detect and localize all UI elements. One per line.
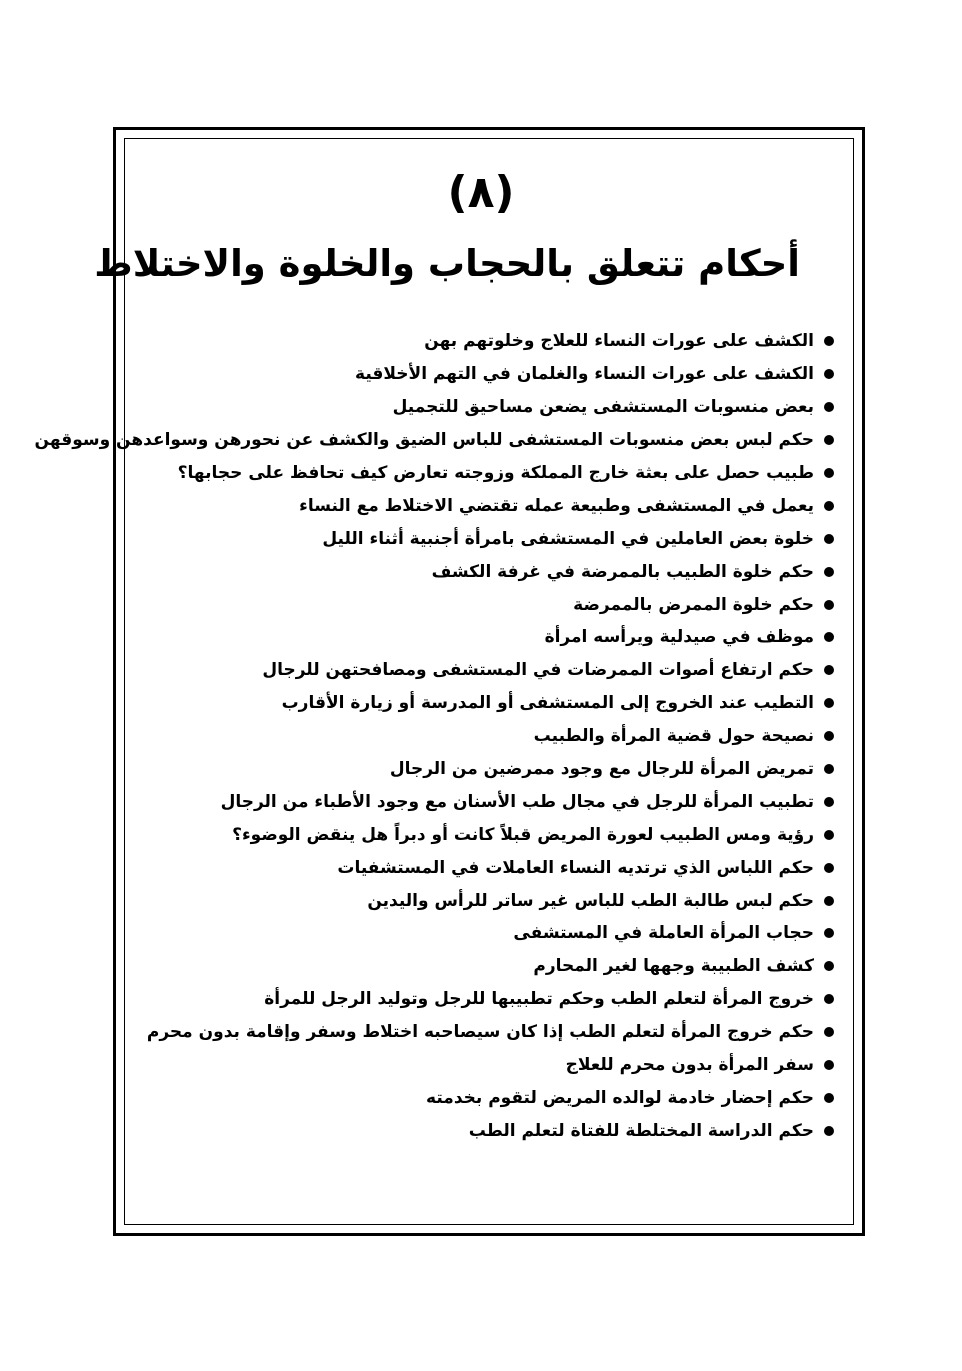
bullet-icon [824, 468, 834, 478]
bullet-icon [824, 830, 834, 840]
bullet-icon [824, 600, 834, 610]
bullet-icon [824, 336, 834, 346]
list-item [134, 818, 834, 851]
list-item [134, 851, 834, 884]
bullet-icon [824, 863, 834, 873]
bullet-icon [824, 1093, 834, 1103]
list-item [134, 522, 834, 555]
topic-text: حكم لبس طالبة الطب للباس غير ساتر للرأس واليدين [367, 890, 814, 911]
topic-text: حكم خلوة الطبيب بالممرضة في غرفة الكشف [431, 561, 814, 582]
list-item [134, 785, 834, 818]
bullet-icon [824, 961, 834, 971]
list-item [134, 950, 834, 983]
bullet-icon [824, 928, 834, 938]
list-item [134, 917, 834, 950]
topic-text: رؤية ومس الطبيب لعورة المريض قبلاً كانت أو دبراً هل ينقض الوضوء؟ [232, 824, 814, 845]
list-item [134, 1114, 834, 1147]
topic-text: خروج المرأة لتعلم الطب وحكم تطبيبها للرجل وتوليد الرجل للمرأة [264, 989, 814, 1010]
bullet-icon [824, 994, 834, 1004]
topic-text: تمريض المرأة للرجال مع وجود ممرضين من الرجال [389, 759, 814, 780]
list-item [134, 358, 834, 391]
bullet-icon [824, 1060, 834, 1070]
bullet-icon [824, 797, 834, 807]
chapter-number: (٨) [447, 167, 515, 218]
topic-text: حكم خروج المرأة لتعلم الطب إذا كان سيصاحبه اختلاط وسفر وإقامة بدون محرم [146, 1022, 814, 1043]
list-item [134, 687, 834, 720]
topic-text: حكم خلوة الممرض بالممرضة [573, 594, 814, 615]
topic-text: يعمل في المستشفى وطبيعة عمله تقتضي الاختلاط مع النساء [299, 495, 814, 516]
list-item [34, 424, 834, 457]
topic-text: الكشف على عورات النساء والغلمان في التهم الأخلاقية [355, 364, 814, 385]
list-item [134, 720, 834, 753]
bullet-icon [824, 896, 834, 906]
bullet-icon [824, 665, 834, 675]
bullet-icon [824, 1126, 834, 1136]
list-item [134, 555, 834, 588]
topic-text: حكم ارتفاع أصوات الممرضات في المستشفى ومصافحتهن للرجال [262, 660, 814, 681]
topic-text: بعض منسوبات المستشفى يضعن مساحيق للتجميل [392, 397, 814, 418]
bullet-icon [824, 567, 834, 577]
list-item [134, 325, 834, 358]
list-item [134, 621, 834, 654]
bullet-icon [824, 369, 834, 379]
bullet-icon [824, 435, 834, 445]
topic-text: طبيب حصل على بعثة خارج المملكة وزوجته تعارض كيف تحافظ على حجابها؟ [177, 463, 814, 483]
chapter-title: أحكام تتعلق بالحجاب والخلوة والاختلاط [94, 242, 800, 285]
list-item [134, 588, 834, 621]
bullet-icon [824, 698, 834, 708]
bullet-icon [824, 1027, 834, 1037]
topic-text: حكم اللباس الذي ترتديه النساء العاملات في المستشفيات [337, 857, 814, 878]
topic-text: حكم الدراسة المختلطة للفتاة لتعلم الطب [468, 1120, 814, 1141]
list-item [134, 1049, 834, 1082]
bullet-icon [824, 501, 834, 511]
topic-text: كشف الطبيبة وجهها لغير المحارم [533, 956, 814, 977]
list-item [134, 489, 834, 522]
topic-list [34, 325, 834, 1147]
list-item [134, 1081, 834, 1114]
topic-text: حكم إحضار خادمة لوالده المريض لتقوم بخدمته [426, 1087, 814, 1108]
bullet-icon [824, 402, 834, 412]
topic-text: التطيب عند الخروج إلى المستشفى أو المدرسة أو زيارة الأقارب [281, 693, 814, 714]
topic-text: خلوة بعض العاملين في المستشفى بامرأة أجنبية أثناء الليل [322, 528, 814, 549]
topic-text: موظف في صيدلية ويرأسه امرأة [544, 627, 814, 648]
list-item [134, 654, 834, 687]
topic-text: حكم لبس بعض منسوبات المستشفى للباس الضيق والكشف عن نحورهن وسواعدهن وسوقهن [34, 430, 814, 451]
list-item [134, 1016, 834, 1049]
list-item [134, 391, 834, 424]
bullet-icon [824, 731, 834, 741]
topic-text: تطبيب المرأة للرجل في مجال طب الأسنان مع وجود الأطباء من الرجال [220, 791, 814, 812]
list-item [134, 884, 834, 917]
list-item [134, 457, 834, 490]
topic-text: الكشف على عورات النساء للعلاج وخلوتهم بهن [424, 331, 814, 352]
bullet-icon [824, 534, 834, 544]
bullet-icon [824, 632, 834, 642]
list-item [134, 753, 834, 786]
bullet-icon [824, 764, 834, 774]
list-item [134, 983, 834, 1016]
topic-text: نصيحة حول قضية المرأة والطبيب [533, 726, 814, 747]
topic-text: حجاب المرأة العاملة في المستشفى [513, 923, 814, 944]
topic-text: سفر المرأة بدون محرم للعلاج [565, 1055, 814, 1076]
